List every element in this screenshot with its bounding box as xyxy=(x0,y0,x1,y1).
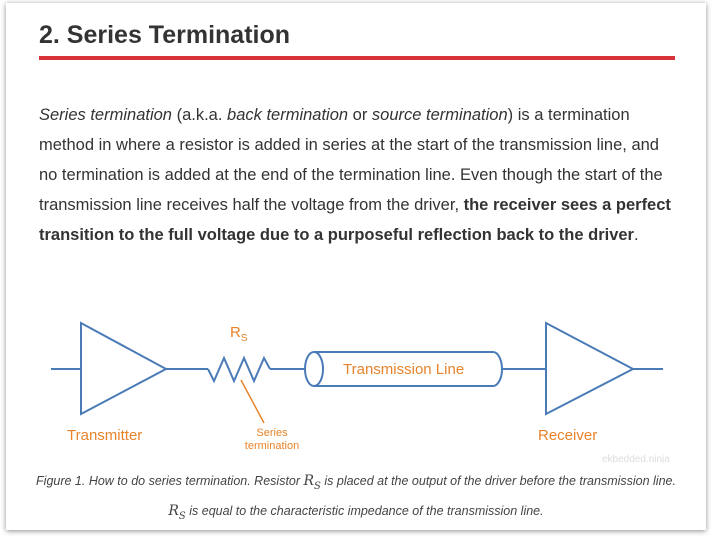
term-back-termination: back termination xyxy=(227,106,349,124)
term-series-termination: Series termination xyxy=(39,106,172,124)
transmission-line-label: Transmission Line xyxy=(343,361,465,378)
heading-underline xyxy=(39,56,675,60)
receiver-label: Receiver xyxy=(538,427,598,444)
figure-caption xyxy=(26,469,686,529)
para-text-3: ) is a termination method in where a resistor is added in series at the start of the transmission line, and no termination is added at the end of the termination line. Even though the start of the transmission line receives half the voltage from the driver, xyxy=(39,106,663,214)
para-text-4: . xyxy=(633,226,639,244)
transmitter-label: Transmitter xyxy=(67,427,143,444)
para-text-2: or xyxy=(348,106,372,124)
caption-text-2: is placed at the output of the driver before the transmission line. xyxy=(320,474,676,488)
series-termination-label-2: termination xyxy=(244,440,300,452)
cylinder-end-icon xyxy=(305,352,323,386)
transmitter-buffer-icon xyxy=(81,323,166,414)
resistor-label: $R_S$ xyxy=(230,324,248,344)
watermark: ekbedded.ninja xyxy=(602,454,670,463)
caption-text-1: Figure 1. How to do series termination. Resistor xyxy=(36,474,304,488)
section-heading: 2. Series Termination xyxy=(39,21,291,49)
series-termination-pointer xyxy=(241,380,264,423)
receiver-buffer-icon xyxy=(546,323,633,414)
series-termination-label-1: Series xyxy=(256,427,288,439)
body-paragraph xyxy=(39,100,679,250)
para-emphasis: the receiver sees a perfect transition to the full voltage due to a purposeful reflection back to the driver xyxy=(39,196,671,244)
caption-text-3: is equal to the characteristic impedance of the transmission line. xyxy=(185,503,544,518)
caption-rs-2: $R_S$ xyxy=(168,502,186,522)
caption-rs-1: $R_S$ xyxy=(303,473,321,492)
resistor-icon xyxy=(208,358,270,381)
series-termination-diagram xyxy=(6,303,706,463)
term-source-termination: source termination xyxy=(371,106,508,124)
para-text-1: (a.k.a. xyxy=(171,106,228,124)
article-card xyxy=(6,3,706,530)
